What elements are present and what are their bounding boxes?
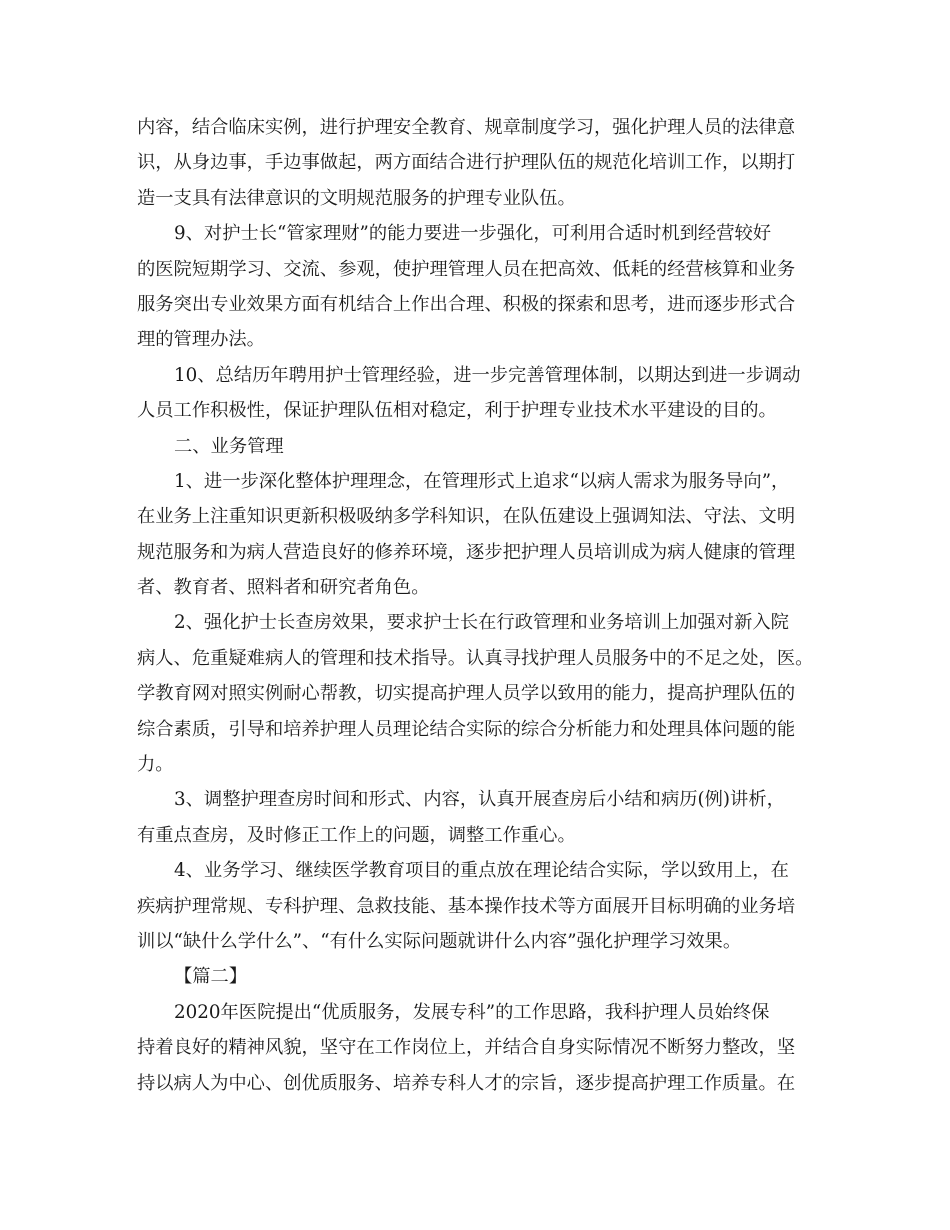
text-line: 在业务上注重知识更新积极吸纳多学科知识，在队伍建设上强调知法、守法、文明	[137, 506, 796, 528]
paragraph-part-2-body	[137, 995, 813, 1101]
heading-text: 【篇二】	[174, 966, 248, 988]
text-line: 持以病人为中心、创优质服务、培养专科人才的宗旨，逐步提高护理工作质量。在	[137, 1072, 796, 1094]
text-line: 综合素质，引导和培养护理人员理论结合实际的综合分析能力和处理具体问题的能	[137, 718, 796, 740]
text-line: 病人、危重疑难病人的管理和技术指导。认真寻找护理人员服务中的不足之处，医。	[137, 647, 813, 669]
paragraph-item-10	[137, 358, 813, 429]
text-line: 持着良好的精神风貌，坚守在工作岗位上，并结合自身实际情况不断努力整改，坚	[137, 1037, 796, 1059]
document-body	[137, 110, 813, 1101]
paragraph-item-9	[137, 216, 813, 358]
text-line: 识，从身边事，手边事做起，两方面结合进行护理队伍的规范化培训工作，以期打	[137, 152, 796, 174]
paragraph-business-2	[137, 605, 813, 782]
paragraph-intro-continued	[137, 110, 813, 216]
text-line: 理的管理办法。	[137, 329, 265, 351]
text-line: 3、调整护理查房时间和形式、内容，认真开展查房后小结和病历(例)讲析，	[174, 789, 785, 811]
text-line: 人员工作积极性，保证护理队伍相对稳定，利于护理专业技术水平建设的目的。	[137, 400, 777, 422]
text-line: 力。	[137, 754, 174, 776]
text-line: 规范服务和为病人营造良好的修养环境，逐步把护理人员培训成为病人健康的管理	[137, 541, 796, 563]
text-line: 内容，结合临床实例，进行护理安全教育、规章制度学习，强化护理人员的法律意	[137, 117, 796, 138]
text-line: 4、业务学习、继续医学教育项目的重点放在理论结合实际，学以致用上，在	[174, 860, 789, 882]
text-line: 服务突出专业效果方面有机结合上作出合理、积极的探索和思考，进而逐步形式合	[137, 293, 796, 315]
paragraph-business-3	[137, 782, 813, 853]
text-line: 2020年医院提出“优质服务，发展专科”的工作思路，我科护理人员始终保	[174, 1001, 770, 1023]
text-line: 训以“缺什么学什么”、“有什么实际问题就讲什么内容”强化护理学习效果。	[137, 930, 742, 952]
text-line: 造一支具有法律意识的文明规范服务的护理专业队伍。	[137, 187, 576, 209]
text-line: 疾病护理常规、专科护理、急救技能、基本操作技术等方面展开目标明确的业务培	[137, 895, 796, 917]
text-line: 9、对护士长“管家理财”的能力要进一步强化，可利用合适时机到经营较好	[174, 223, 772, 245]
section-heading-part-2	[137, 959, 813, 994]
paragraph-business-4	[137, 853, 813, 959]
heading-text: 二、业务管理	[174, 435, 284, 457]
paragraph-business-1	[137, 464, 813, 606]
text-line: 有重点查房，及时修正工作上的问题，调整工作重心。	[137, 824, 576, 846]
text-line: 10、总结历年聘用护士管理经验，进一步完善管理体制，以期达到进一步调动	[174, 364, 801, 386]
section-heading-business	[137, 429, 813, 464]
text-line: 者、教育者、照料者和研究者角色。	[137, 577, 430, 599]
text-line: 2、强化护士长查房效果，要求护士长在行政管理和业务培训上加强对新入院	[174, 612, 789, 634]
text-line: 学教育网对照实例耐心帮教，切实提高护理人员学以致用的能力，提高护理队伍的	[137, 683, 796, 705]
text-line: 1、进一步深化整体护理理念，在管理形式上追求“以病人需求为服务导向”，	[174, 470, 790, 492]
text-line: 的医院短期学习、交流、参观，使护理管理人员在把高效、低耗的经营核算和业务	[137, 258, 796, 280]
